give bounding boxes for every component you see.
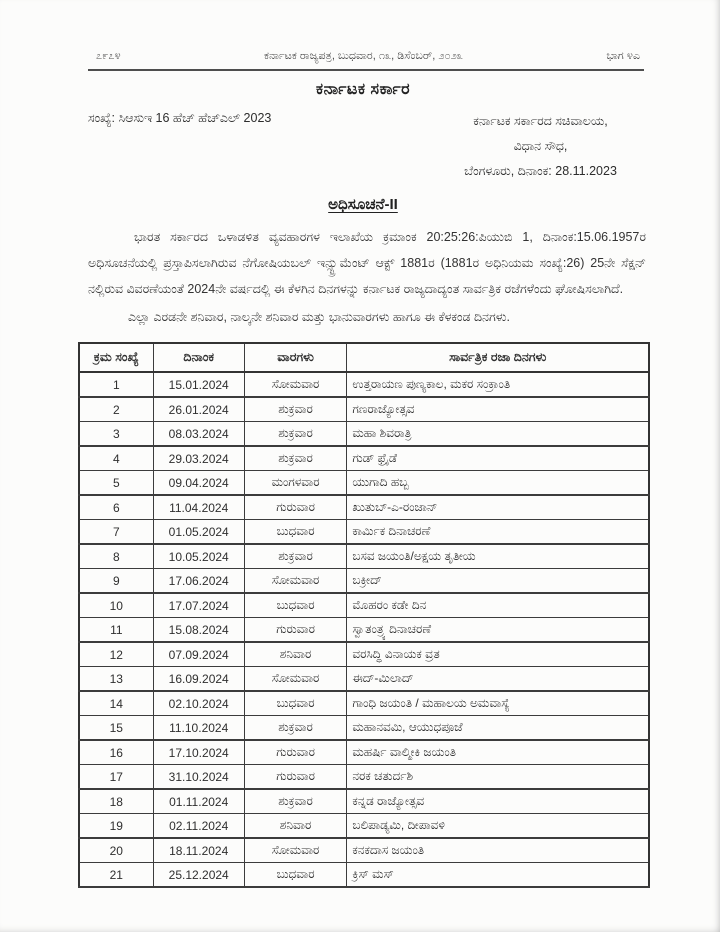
table-row [79, 446, 649, 471]
cell-weekday: ಶುಕ್ರವಾರ [244, 716, 347, 741]
cell-weekday: ಸೋಮವಾರ [244, 569, 347, 594]
cell-holiday-name: ಉತ್ತರಾಯಣ ಪುಣ್ಯಕಾಲ, ಮಕರ ಸಂಕ್ರಾಂತಿ [347, 372, 649, 397]
cell-serial-number: 18 [79, 789, 153, 814]
cell-weekday: ಶುಕ್ರವಾರ [244, 446, 347, 471]
notification-heading-wrap [78, 196, 648, 214]
cell-date: 18.11.2024 [153, 838, 244, 863]
cell-serial-number: 2 [79, 397, 153, 422]
table-row [79, 544, 649, 569]
cell-holiday-name: ಕಾರ್ಮಿಕ ದಿನಾಚರಣೆ [347, 520, 649, 545]
address-block [433, 109, 648, 184]
masthead-divider [88, 69, 644, 71]
cell-serial-number: 13 [79, 667, 153, 692]
cell-holiday-name: ನರಕ ಚತುರ್ದಶಿ [347, 765, 649, 790]
cell-holiday-name: ಈದ್-ಮಿಲಾದ್ [347, 667, 649, 692]
cell-serial-number: 7 [79, 520, 153, 545]
cell-serial-number: 20 [79, 838, 153, 863]
cell-date: 11.04.2024 [153, 495, 244, 520]
table-row [79, 593, 649, 618]
cell-date: 31.10.2024 [153, 765, 244, 790]
cell-serial-number: 16 [79, 740, 153, 765]
cell-date: 17.10.2024 [153, 740, 244, 765]
table-row [79, 838, 649, 863]
cell-date: 15.08.2024 [153, 618, 244, 643]
holiday-table [78, 342, 650, 888]
cell-weekday: ಸೋಮವಾರ [244, 838, 347, 863]
cell-serial-number: 1 [79, 372, 153, 397]
table-row [79, 789, 649, 814]
cell-holiday-name: ಬಕ್ರೀದ್ [347, 569, 649, 594]
table-row [79, 471, 649, 496]
table-row [79, 716, 649, 741]
cell-date: 29.03.2024 [153, 446, 244, 471]
cell-date: 07.09.2024 [153, 642, 244, 667]
cell-holiday-name: ಗಣರಾಜ್ಯೋತ್ಸವ [347, 397, 649, 422]
masthead [78, 50, 648, 69]
table-row [79, 814, 649, 839]
cell-holiday-name: ಮಹರ್ಷಿ ವಾಲ್ಮೀಕಿ ಜಯಂತಿ [347, 740, 649, 765]
table-row [79, 397, 649, 422]
body-line-2: ಎಲ್ಲಾ ಎರಡನೇ ಶನಿವಾರ, ನಾಲ್ಕನೇ ಶನಿವಾರ ಮತ್ತು ಭಾನುವಾರಗಳು ಹಾಗೂ ಈ ಕೆಳಕಂಡ ದಿನಗಳು. [128, 310, 511, 324]
cell-weekday: ಶನಿವಾರ [244, 814, 347, 839]
cell-serial-number: 19 [79, 814, 153, 839]
cell-weekday: ಸೋಮವಾರ [244, 372, 347, 397]
header-date: ದಿನಾಂಕ [153, 343, 244, 372]
cell-date: 09.04.2024 [153, 471, 244, 496]
cell-date: 25.12.2024 [153, 863, 244, 888]
table-row [79, 618, 649, 643]
table-row [79, 569, 649, 594]
cell-date: 11.10.2024 [153, 716, 244, 741]
cell-holiday-name: ಖುತುಬ್-ಎ-ರಂಜಾನ್ [347, 495, 649, 520]
cell-date: 17.06.2024 [153, 569, 244, 594]
cell-holiday-name: ಗಾಂಧಿ ಜಯಂತಿ / ಮಹಾಲಯ ಅಮವಾಸ್ಯೆ [347, 691, 649, 716]
cell-date: 26.01.2024 [153, 397, 244, 422]
cell-holiday-name: ಕ್ರಿಸ್ ಮಸ್ [347, 863, 649, 888]
cell-date: 15.01.2024 [153, 372, 244, 397]
reference-number: ಸಂಖ್ಯೆ: ಸಿಆಸುಇ 16 ಹೆಚ್ ಹೆಚ್ಎಲ್ 2023 [88, 111, 272, 125]
holiday-table-body [79, 372, 649, 887]
cell-holiday-name: ಕನಕದಾಸ ಜಯಂತಿ [347, 838, 649, 863]
cell-weekday: ಗುರುವಾರ [244, 618, 347, 643]
cell-serial-number: 11 [79, 618, 153, 643]
cell-date: 01.11.2024 [153, 789, 244, 814]
cell-weekday: ಬುಧವಾರ [244, 520, 347, 545]
cell-weekday: ಶುಕ್ರವಾರ [244, 397, 347, 422]
cell-holiday-name: ಸ್ವಾತಂತ್ರ್ಯ ದಿನಾಚರಣೆ [347, 618, 649, 643]
reference-row [78, 109, 648, 184]
table-row [79, 765, 649, 790]
cell-serial-number: 4 [79, 446, 153, 471]
cell-holiday-name: ವರಸಿದ್ಧಿ ವಿನಾಯಕ ವ್ರತ [347, 642, 649, 667]
cell-weekday: ಬುಧವಾರ [244, 593, 347, 618]
cell-serial-number: 21 [79, 863, 153, 888]
gazette-part: ಭಾಗ ೪ಎ [606, 50, 640, 62]
cell-holiday-name: ಗುಡ್ ಫ್ರೈಡೆ [347, 446, 649, 471]
table-row [79, 495, 649, 520]
cell-serial-number: 15 [79, 716, 153, 741]
cell-weekday: ಶನಿವಾರ [244, 642, 347, 667]
cell-weekday: ಶುಕ್ರವಾರ [244, 422, 347, 447]
cell-serial-number: 10 [79, 593, 153, 618]
cell-weekday: ಬುಧವಾರ [244, 863, 347, 888]
header-weekday: ವಾರಗಳು [244, 343, 347, 372]
cell-weekday: ಗುರುವಾರ [244, 495, 347, 520]
cell-serial-number: 5 [79, 471, 153, 496]
header-serial-number: ಕ್ರಮ ಸಂಖ್ಯೆ [79, 343, 153, 372]
cell-date: 16.09.2024 [153, 667, 244, 692]
cell-serial-number: 9 [79, 569, 153, 594]
cell-date: 17.07.2024 [153, 593, 244, 618]
cell-weekday: ಗುರುವಾರ [244, 740, 347, 765]
cell-date: 02.10.2024 [153, 691, 244, 716]
table-row [79, 740, 649, 765]
cell-holiday-name: ಬಸವ ಜಯಂತಿ/ಅಕ್ಷಯ ತೃತೀಯ [347, 544, 649, 569]
government-title: ಕರ್ನಾಟಕ ಸರ್ಕಾರ [315, 81, 411, 98]
gazette-title: ಕರ್ನಾಟಕ ರಾಜ್ಯಪತ್ರ, ಬುಧವಾರ, ೧೩, ಡಿಸೆಂಬರ್, ೨೦೨೩ [264, 50, 463, 62]
cell-serial-number: 17 [79, 765, 153, 790]
header-public-holidays: ಸಾರ್ವತ್ರಿಕ ರಜಾ ದಿನಗಳು [347, 343, 649, 372]
body-paragraph: ಭಾರತ ಸರ್ಕಾರದ ಒಳಾಡಳಿತ ವ್ಯವಹಾರಗಳ ಇಲಾಖೆಯ ಕ್ರಮಾಂಕ 20:25:26:ಪಿಯುಬಿ 1, ದಿನಾಂಕ:15.06.1957ರ ಅಧಿಸೂಚನೆಯಲ್ಲಿ ಪ್ರಸ್ತಾಪಿಸಲಾಗಿರುವ ನೆಗೋಷಿಯಬಲ್ ಇನ್ಸ್ಟ್ರುಮೆಂಟ್ ಆಕ್ಟ್ 1881ರ (1881ರ ಅಧಿನಿಯಮ ಸಂಖ್ಯೆ:26) 25ನೇ ಸೆಕ್ಷನ್ ನಲ್ಲಿರುವ ವಿವರಣೆಯಂತೆ 2024ನೇ ವರ್ಷದಲ್ಲಿ ಈ ಕೆಳಗಿನ ದಿನಗಳನ್ನು ಕರ್ನಾಟಕ ರಾಜ್ಯದಾದ್ಯಂತ ಸಾರ್ವತ್ರಿಕ ರಜೆಗಳೆಂದು ಘೋಷಿಸಲಾಗಿದೆ. [88, 230, 646, 296]
cell-weekday: ಸೋಮವಾರ [244, 667, 347, 692]
address-line-1: ಕರ್ನಾಟಕ ಸರ್ಕಾರದ ಸಚಿವಾಲಯ, [473, 114, 608, 128]
cell-date: 02.11.2024 [153, 814, 244, 839]
header-row [79, 343, 649, 372]
address-line-2: ವಿಧಾನ ಸೌಧ, [513, 139, 568, 153]
cell-date: 08.03.2024 [153, 422, 244, 447]
cell-weekday: ಗುರುವಾರ [244, 765, 347, 790]
cell-holiday-name: ಮೊಹರಂ ಕಡೇ ದಿನ [347, 593, 649, 618]
cell-weekday: ಶುಕ್ರವಾರ [244, 789, 347, 814]
cell-date: 10.05.2024 [153, 544, 244, 569]
cell-date: 01.05.2024 [153, 520, 244, 545]
cell-serial-number: 12 [79, 642, 153, 667]
table-row [79, 642, 649, 667]
cell-serial-number: 14 [79, 691, 153, 716]
cell-weekday: ಬುಧವಾರ [244, 691, 347, 716]
cell-weekday: ಮಂಗಳವಾರ [244, 471, 347, 496]
table-row [79, 520, 649, 545]
cell-holiday-name: ಬಲಿಪಾಡ್ಯಮಿ, ದೀಪಾವಳಿ [347, 814, 649, 839]
notification-heading: ಅಧಿಸೂಚನೆ-II [328, 196, 398, 213]
cell-weekday: ಶುಕ್ರವಾರ [244, 544, 347, 569]
cell-holiday-name: ಮಹಾನವಮಿ, ಆಯುಧಪೂಜೆ [347, 716, 649, 741]
table-row [79, 372, 649, 397]
cell-holiday-name: ಕನ್ನಡ ರಾಜ್ಯೋತ್ಸವ [347, 789, 649, 814]
cell-holiday-name: ಯುಗಾದಿ ಹಬ್ಬ [347, 471, 649, 496]
cell-serial-number: 8 [79, 544, 153, 569]
holiday-table-head [79, 343, 649, 372]
cell-serial-number: 3 [79, 422, 153, 447]
table-row [79, 863, 649, 888]
cell-holiday-name: ಮಹಾ ಶಿವರಾತ್ರಿ [347, 422, 649, 447]
table-row [79, 691, 649, 716]
table-row [79, 422, 649, 447]
page-number: ೭೯೭೪ [96, 50, 121, 62]
table-row [79, 667, 649, 692]
cell-serial-number: 6 [79, 495, 153, 520]
address-line-3: ಬೆಂಗಳೂರು, ದಿನಾಂಕ: 28.11.2023 [464, 164, 617, 178]
